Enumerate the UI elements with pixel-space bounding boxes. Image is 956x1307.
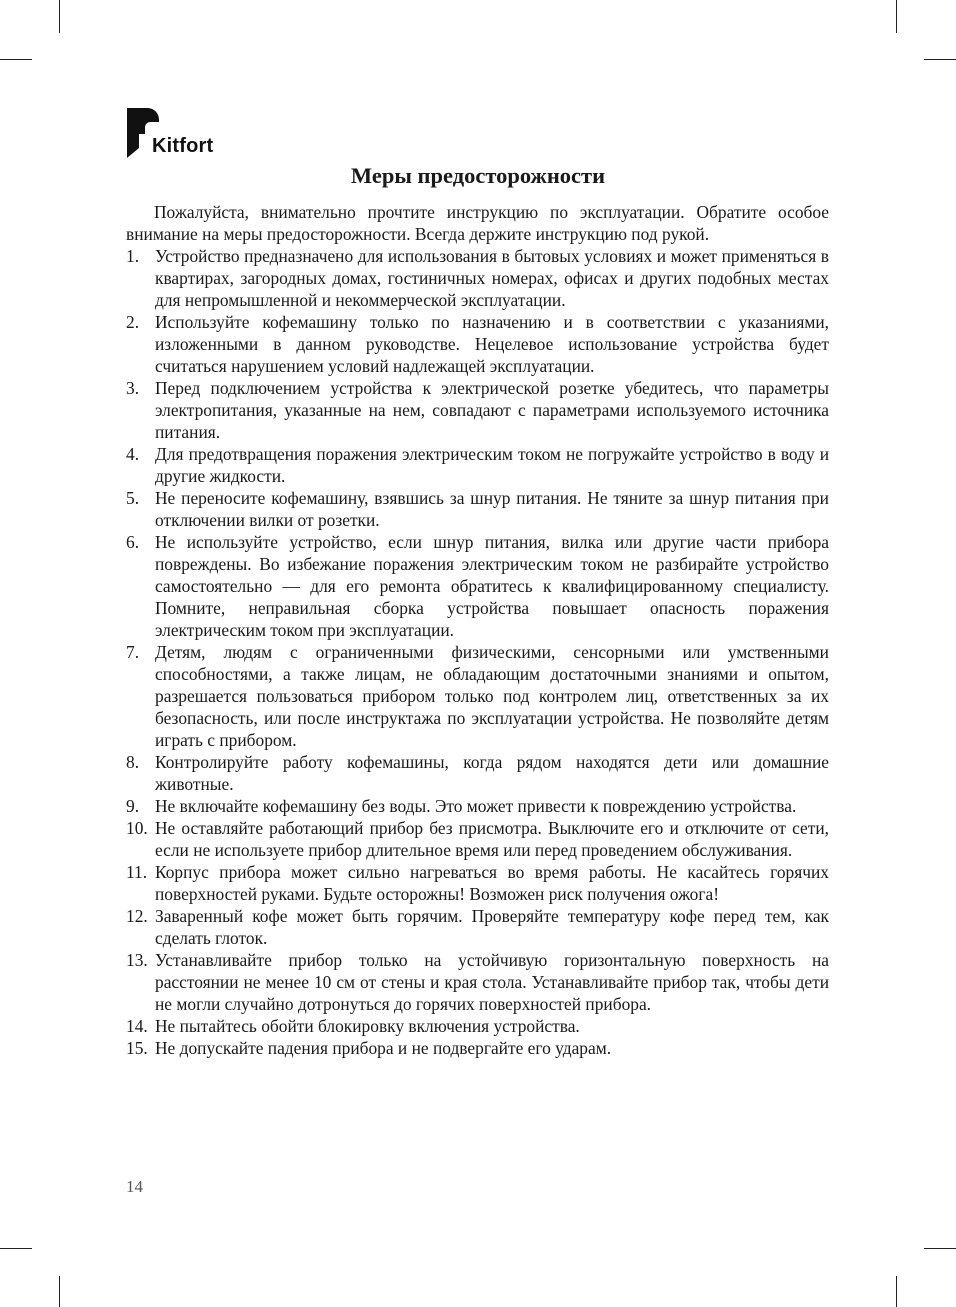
list-item-number: 9. [126, 796, 140, 816]
list-item-text: Контролируйте работу кофемашины, когда рядом находятся дети или домашние животные. [155, 752, 829, 794]
list-item [126, 1015, 829, 1037]
list-item [126, 751, 829, 795]
list-item-text: Корпус прибора может сильно нагреваться во время работы. Не касайтесь горячих поверхностей руками. Будьте осторожны! Возможен риск получения ожога! [155, 862, 829, 904]
list-item [126, 531, 829, 641]
list-item-number: 8. [126, 752, 140, 772]
list-item-text: Не используйте устройство, если шнур питания, вилка или другие части прибора повреждены. Во избежание поражения электрическим током не разбирайте устройство самостоятельно — для его ремонта обратитесь к квалифицированному специалисту. Помните, неправильная сборка устройства повышает опасность поражения электрическим током при эксплуатации. [155, 532, 829, 640]
list-item-number: 14. [126, 1016, 148, 1036]
list-item-text: Не допускайте падения прибора и не подвергайте его ударам. [155, 1038, 612, 1058]
list-item-number: 10. [126, 818, 148, 838]
list-item-text: Устанавливайте прибор только на устойчивую горизонтальную поверхность на расстоянии не менее 10 см от стены и края стола. Устанавливайте прибор так, чтобы дети не могли случайно дотронуться до горячих поверхностей прибора. [155, 950, 829, 1014]
list-item [126, 905, 829, 949]
list-item-text: Устройство предназначено для использования в бытовых условиях и может применяться в квартирах, загородных домах, гостиничных номерах, офисах и других подобных местах для непромышленной и некоммерческой эксплуатации. [155, 246, 829, 310]
page-number: 14 [126, 1177, 143, 1196]
list-item-number: 2. [126, 312, 140, 332]
crop-mark-top-right-vertical [896, 0, 897, 33]
list-item [126, 861, 829, 905]
crop-mark-top-right-horizontal [924, 59, 956, 60]
list-item-number: 12. [126, 906, 148, 926]
list-item-text: Перед подключением устройства к электрической розетке убедитесь, что параметры электропитания, указанные на нем, совпадают с параметрами используемого источника питания. [155, 378, 829, 442]
list-item-number: 5. [126, 488, 140, 508]
list-item [126, 949, 829, 1015]
list-item [126, 311, 829, 377]
list-item-text: Не включайте кофемашину без воды. Это может привести к повреждению устройства. [155, 796, 797, 816]
crop-mark-top-left-horizontal [0, 59, 32, 60]
list-item-number: 7. [126, 642, 140, 662]
crop-mark-bottom-right-vertical [896, 1276, 897, 1307]
crop-mark-top-left-vertical [59, 0, 60, 33]
list-item-number: 6. [126, 532, 140, 552]
list-item-number: 4. [126, 444, 140, 464]
list-item-text: Не оставляйте работающий прибор без присмотра. Выключите его и отключите от сети, если не используете прибор длительное время или перед проведением обслуживания. [155, 818, 829, 860]
list-item [126, 245, 829, 311]
page-title: Меры предосторожности [350, 163, 606, 188]
brand-logo [125, 108, 235, 158]
intro-paragraph: Пожалуйста, внимательно прочтите инструкцию по эксплуатации. Обратите особое внимание на меры предосторожности. Всегда держите инструкцию под рукой. [126, 202, 829, 244]
list-item [126, 1037, 829, 1059]
list-item-number: 3. [126, 378, 140, 398]
brand-name: Kitfort [152, 135, 214, 157]
precautions-list [126, 245, 829, 1059]
list-item [126, 795, 829, 817]
list-item [126, 443, 829, 487]
document-body [126, 201, 829, 1059]
list-item-number: 11. [126, 862, 148, 882]
list-item-text: Не переносите кофемашину, взявшись за шнур питания. Не тяните за шнур питания при отключении вилки от розетки. [155, 488, 829, 530]
list-item-number: 13. [126, 950, 148, 970]
crop-mark-bottom-left-vertical [59, 1276, 60, 1307]
list-item [126, 487, 829, 531]
crop-mark-bottom-right-horizontal [924, 1248, 956, 1249]
crop-mark-bottom-left-horizontal [0, 1248, 32, 1249]
list-item-text: Используйте кофемашину только по назначению и в соответствии с указаниями, изложенными в данном руководстве. Нецелевое использование устройства будет считаться нарушением условий надлежащей эксплуатации. [155, 312, 829, 376]
list-item [126, 817, 829, 861]
list-item-number: 1. [126, 246, 140, 266]
list-item-text: Детям, людям с ограниченными физическими, сенсорными или умственными способностями, а также лицам, не обладающим достаточными знаниями и опытом, разрешается пользоваться прибором только под контролем лиц, ответственных за их безопасность, или после инструктажа по эксплуатации устройства. Не позволяйте детям играть с прибором. [155, 642, 829, 750]
list-item [126, 377, 829, 443]
list-item-text: Для предотвращения поражения электрическим током не погружайте устройство в воду и другие жидкости. [155, 444, 829, 486]
list-item-text: Заваренный кофе может быть горячим. Проверяйте температуру кофе перед тем, как сделать глоток. [155, 906, 829, 948]
list-item [126, 641, 829, 751]
list-item-text: Не пытайтесь обойти блокировку включения устройства. [155, 1016, 580, 1036]
list-item-number: 15. [126, 1038, 148, 1058]
